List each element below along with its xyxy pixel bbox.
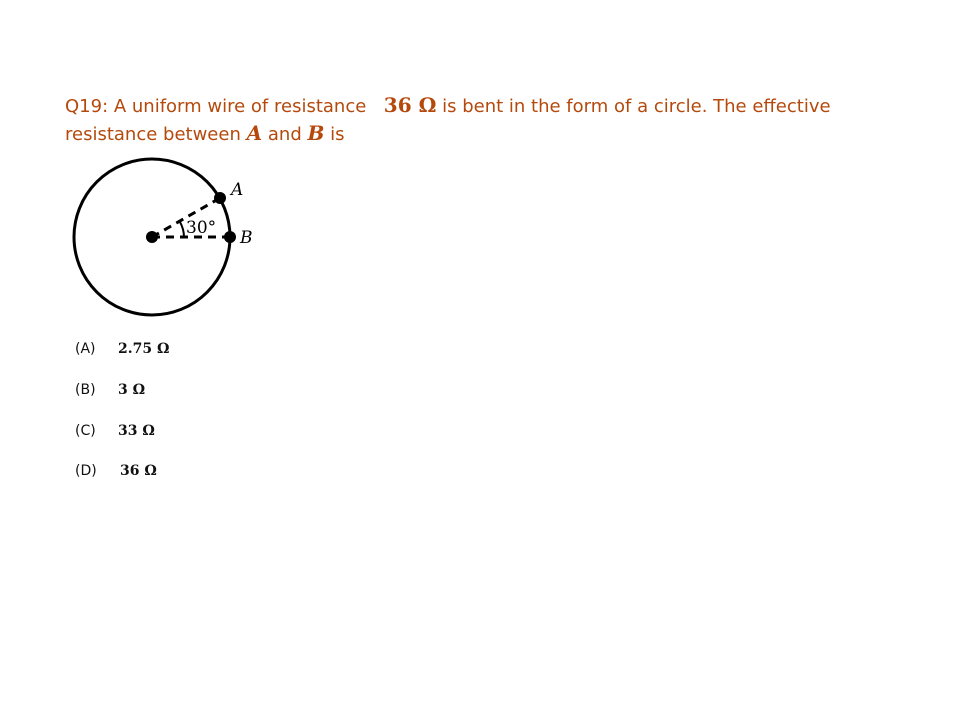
angle-arc — [180, 222, 184, 237]
option-b-value: 3 Ω — [118, 382, 146, 398]
question-resistance: 36 Ω — [383, 93, 437, 117]
point-a-dot — [214, 192, 226, 204]
label-a: A — [231, 180, 244, 200]
option-d[interactable] — [75, 463, 157, 479]
question-end: is — [330, 124, 345, 145]
circle-wire-diagram — [60, 150, 280, 325]
question-line2-start: resistance between — [65, 124, 241, 145]
point-b-dot — [224, 231, 236, 243]
question-prefix: Q19: A uniform wire of resistance — [65, 96, 367, 117]
question-point-a: A — [246, 121, 263, 145]
option-a-label: (A) — [75, 341, 96, 357]
question-line-1 — [65, 93, 831, 117]
question-mid: is bent in the form of a circle. The effective — [442, 96, 831, 117]
label-b: B — [240, 228, 253, 248]
question-and: and — [267, 124, 302, 145]
option-d-value: 36 Ω — [120, 463, 157, 479]
option-a[interactable] — [75, 341, 169, 357]
option-d-label: (D) — [75, 463, 97, 479]
option-c-value: 33 Ω — [118, 423, 155, 439]
question-point-b: B — [307, 121, 325, 145]
question-line-2 — [65, 121, 345, 145]
option-a-value: 2.75 Ω — [118, 341, 170, 357]
center-dot — [146, 231, 158, 243]
option-b[interactable] — [75, 382, 145, 398]
option-b-label: (B) — [75, 382, 96, 398]
angle-label: 30° — [186, 218, 217, 238]
option-c[interactable] — [75, 423, 155, 439]
option-c-label: (C) — [75, 423, 96, 439]
